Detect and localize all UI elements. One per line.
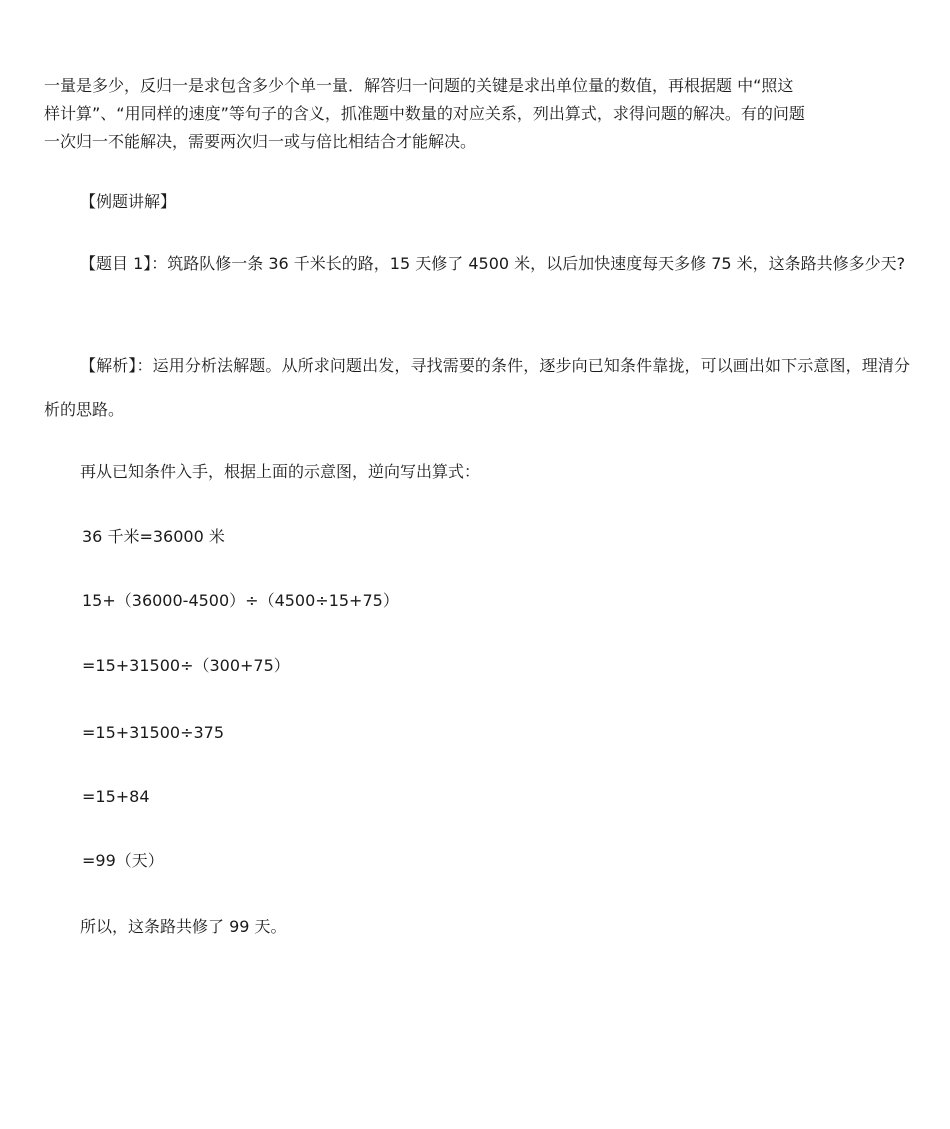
intro-paragraph	[44, 72, 910, 156]
conclusion-text: 所以，这条路共修了 99 天。	[80, 917, 287, 936]
section-heading: 【例题讲解】	[80, 192, 177, 211]
lead-in-text: 再从已知条件入手，根据上面的示意图，逆向写出算式：	[80, 462, 481, 481]
calc-step-4: =15+31500÷375	[82, 723, 225, 742]
analysis-paragraph: 【解析】：运用分析法解题。从所求问题出发，寻找需要的条件，逐步向已知条件靠拢，可以画出如下示意图，理清分析的思路。	[44, 356, 910, 419]
intro-line-3: 一次归一不能解决，需要两次归一或与倍比相结合才能解决。	[44, 132, 477, 151]
calc-step-3: =15+31500÷（300+75）	[82, 656, 290, 675]
calc-step-2: 15+（36000-4500）÷（4500÷15+75）	[82, 591, 399, 610]
calc-step-5: =15+84	[82, 787, 150, 806]
intro-line-2: 样计算”、“用同样的速度”等句子的含义，抓准题中数量的对应关系，列出算式，求得问题的解决。有的问题	[44, 104, 805, 123]
calc-step-1: 36 千米=36000 米	[82, 527, 225, 546]
intro-line-1: 一量是多少，反归一是求包含多少个单一量．解答归一问题的关键是求出单位量的数值，再根据题 中“照这	[44, 76, 794, 95]
calc-step-6: =99（天）	[82, 851, 164, 870]
problem-statement: 【题目 1】：筑路队修一条 36 千米长的路，15 天修了 4500 米，以后加快速度每天多修 75 米，这条路共修多少天?	[80, 254, 906, 273]
